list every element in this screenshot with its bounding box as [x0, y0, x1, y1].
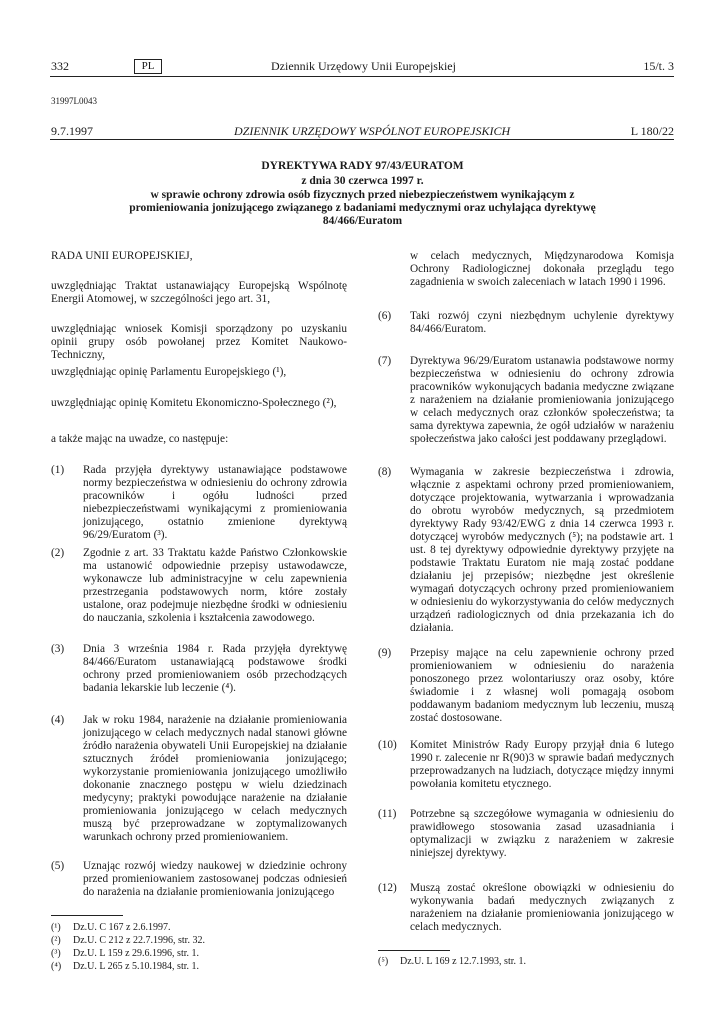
recital-text: Dyrektywa 96/29/Euratom ustanawia podstawowe normy bezpieczeństwa w odniesieniu do ochrony zdrowia pracowników wykonujących badania medyczne związane z narażeniem na działanie promieniowania jonizującego w celach medycznych oraz członków społeczeństwa; ta sama dyrektywa zapewnia, że ogół udziałów w narażeniu społeczeństwa jako całości jest poddawany przeglądowi.	[410, 355, 674, 445]
directive-subject-line2: promieniowania jonizującego związanego z badaniami medycznymi oraz uchylająca dyrektywę	[129, 202, 596, 214]
recital-number: (9)	[378, 647, 392, 659]
directive-subject-line1: w sprawie ochrony zdrowia osób fizycznych przed niebezpieczeństwem wynikającym z	[150, 189, 575, 201]
official-journal-ref: L 180/22	[630, 124, 674, 138]
recital-number: (8)	[378, 466, 392, 478]
recital-text: Komitet Ministrów Rady Europy przyjął dnia 6 lutego 1990 r. zalecenie nr R(90)3 w sprawie badań medycznych przeprowadzanych na ludziach, dotyczące między innymi powołania komitetu etycznego.	[410, 739, 674, 790]
subheader-rule	[50, 139, 674, 140]
journal-title: Dziennik Urzędowy Unii Europejskiej	[271, 59, 456, 73]
recital-text: Przepisy mające na celu zapewnienie ochrony przed promieniowaniem w odniesieniu do narażenia ponoszonego przez wolontariuszy oraz osoby, które świadomie i z własnej woli pomagają osobom poddawanym badaniom medycznym lub leczeniu, muszą zostać dostosowane.	[410, 647, 674, 724]
preamble-treaty: uwzględniając Traktat ustanawiający Europejską Wspólnotę Energii Atomowej, w szczególności jego art. 31,	[51, 280, 347, 305]
recital-text: Muszą zostać określone obowiązki w odniesieniu do wykonywania badań medycznych związanych z narażeniem na działanie promieniowania jonizującego w celach medycznych.	[410, 882, 674, 933]
header-rule	[50, 76, 674, 77]
recital-text: Taki rozwój czyni niezbędnym uchylenie dyrektywy 84/466/Euratom.	[410, 310, 674, 335]
footnote-5: (⁵) Dz.U. L 169 z 12.7.1993, str. 1.	[378, 956, 527, 967]
recital-text: Zgodnie z art. 33 Traktatu każde Państwo Członkowskie ma ustanowić odpowiednie przepisy ustawodawcze, wykonawcze lub administracyjne w celu zapewnienia przestrzegania podstawowych norm, które zostały ustalone, oraz podejmuje niezbędne środki w odniesieniu do nauczania, szkolenia i kształcenia zawodowego.	[83, 547, 347, 624]
recital-number: (2)	[51, 547, 65, 559]
recital-number: (3)	[51, 643, 65, 655]
footnote-2: (²) Dz.U. C 212 z 22.7.1996, str. 32.	[51, 935, 205, 946]
recital-text: Wymagania w zakresie bezpieczeństwa i zdrowia, włącznie z aspektami ochrony przed promieniowaniem, dotyczące projektowania, wytwarzania i wprowadzania do obrotu wyrobów medycznych, są przedmiotem dyrektywy Rady 93/42/EWG z dnia 14 czerwca 1993 r. dotyczącej wyrobów medycznych (⁵); na podstawie art. 1 ust. 8 tej dyrektywy odpowiednie dyrektywy przyjęte na podstawie Traktatu Euratom nie mają zostać poddane działaniu jej przepisów; niezbędne jest określenie wymagań dotyczących ochrony przed promieniowaniem w odniesieniu do wykorzystywania do celów medycznych urządzeń radiologicznych od dnia przekazania ich do działania.	[410, 466, 674, 634]
recital-number: (12)	[378, 882, 397, 894]
footnote-1: (¹) Dz.U. C 167 z 2.6.1997.	[51, 922, 171, 933]
recital-text: Jak w roku 1984, narażenie na działanie promieniowania jonizującego w celach medycznych nadal stanowi główne źródło narażenia obywateli Unii Europejskiej na działanie sztucznych źródeł promieniowania jonizującego; wykorzystanie promieniowania jonizującego umożliwiło dokonanie znacznego postępu w wielu dziedzinach medycyny; praktyki powodujące narażenie na działanie promieniowania jonizującego w celach medycznych muszą być przeprowadzane w zoptymalizowanych warunkach ochrony przed promieniowaniem.	[83, 714, 347, 843]
directive-title: DYREKTYWA RADY 97/43/EURATOM	[261, 160, 464, 172]
recital-text: Rada przyjęła dyrektywy ustanawiające podstawowe normy bezpieczeństwa w odniesieniu do ochrony zdrowia pracowników i ogółu ludności przed niebezpieczeństwami wynikającymi z promieniowania jonizującego, ostatnio zmienione dyrektywą 96/29/Euratom (³).	[83, 464, 347, 541]
recital-number: (7)	[378, 355, 392, 367]
recital-number: (11)	[378, 808, 397, 820]
recital-text: Potrzebne są szczegółowe wymagania w odniesieniu do prawidłowego stosowania zasad uzasadniania i optymalizacji w związku z narażeniem w zakresie niniejszej dyrektywy.	[410, 808, 674, 859]
preamble-commission: uwzględniając wniosek Komisji sporządzony po uzyskaniu opinii grupy osób powołanej przez Komitet Naukowo-Techniczny,	[51, 323, 347, 361]
celex-number: 31997L0043	[51, 96, 97, 106]
publication-date: 9.7.1997	[51, 124, 93, 138]
preamble-esc: uwzględniając opinię Komitetu Ekonomiczno-Społecznego (²),	[51, 397, 337, 409]
recital-number: (1)	[51, 464, 65, 476]
recital-text: Uznając rozwój wiedzy naukowej w dziedzinie ochrony przed promieniowaniem zastosowanej podczas odniesień do narażenia na działanie promieniowania jonizującego	[83, 860, 347, 898]
directive-subject-line3: 84/466/Euratom	[322, 215, 403, 227]
preamble-whereas: a także mając na uwadze, co następuje:	[51, 433, 229, 445]
preamble-council: RADA UNII EUROPEJSKIEJ,	[51, 250, 193, 262]
page-number: 332	[51, 59, 69, 73]
footnote-3: (³) Dz.U. L 159 z 29.6.1996, str. 1.	[51, 948, 200, 959]
footnote-rule-left	[51, 915, 123, 916]
recital-5-continuation: w celach medycznych, Międzynarodowa Komisja Ochrony Radiologicznej dokonała przeglądu tego zagadnienia w swoich zaleceniach w latach 1990 i 1996.	[410, 250, 674, 288]
recital-text: Dnia 3 września 1984 r. Rada przyjęła dyrektywę 84/466/Euratom ustanawiającą podstawowe środki ochrony przed promieniowaniem osób przechodzących badania lekarskie lub leczenie (⁴).	[83, 643, 347, 694]
directive-date: z dnia 30 czerwca 1997 r.	[301, 175, 424, 187]
preamble-parliament: uwzględniając opinię Parlamentu Europejskiego (¹),	[51, 366, 287, 378]
recital-number: (6)	[378, 310, 392, 322]
recital-number: (5)	[51, 860, 65, 872]
recital-number: (4)	[51, 714, 65, 726]
chapter-ref: 15/t. 3	[643, 59, 674, 73]
footnote-4: (⁴) Dz.U. L 265 z 5.10.1984, str. 1.	[51, 961, 200, 972]
language-box: PL	[134, 59, 162, 74]
subheader-journal: DZIENNIK URZĘDOWY WSPÓLNOT EUROPEJSKICH	[234, 124, 511, 138]
footnote-rule-right	[378, 950, 450, 951]
recital-number: (10)	[378, 739, 397, 751]
